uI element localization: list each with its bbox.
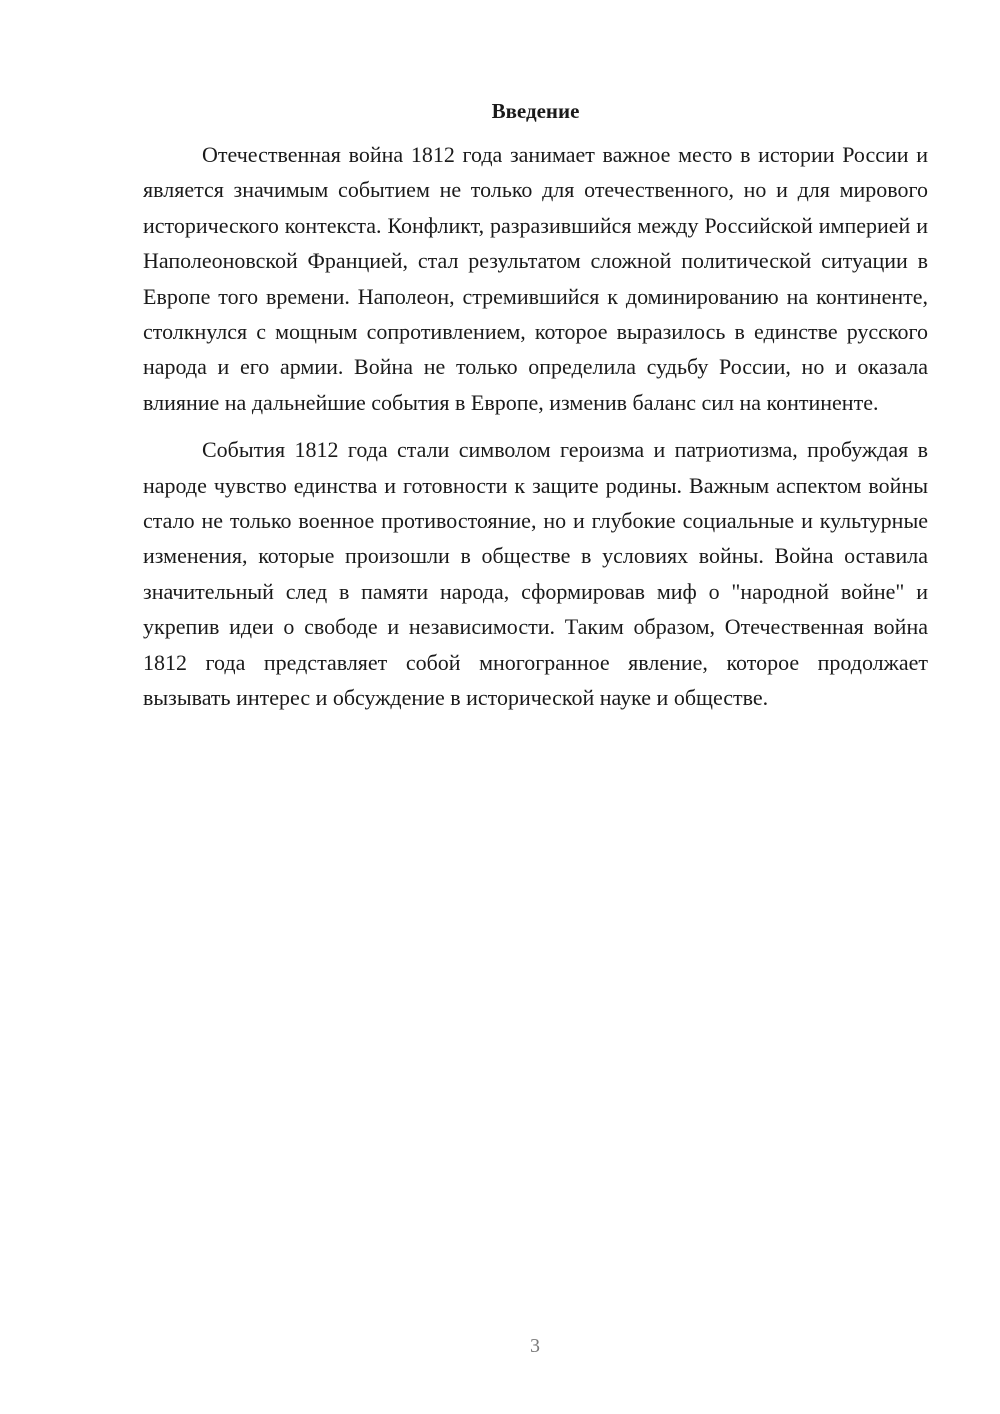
paragraph-2: События 1812 года стали символом героизма и патриотизма, пробуждая в народе чувство единства и готовности к защите родины. Важным аспектом войны стало не только военное противостояние, но и глубокие социальные и культурные изменения, которые произошли в обществе в условиях войны. Война оставила значительный след в памяти народа, сформировав миф о "народной войне" и укрепив идеи о свободе и независимости. Таким образом, Отечественная война 1812 года представляет собой многогранное явление, которое продолжает вызывать интерес и обсуждение в исторической науке и обществе. — [143, 437, 928, 711]
section-heading: Введение — [491, 99, 580, 123]
paragraph-1: Отечественная война 1812 года занимает важное место в истории России и является значимым событием не только для отечественного, но и для мирового исторического контекста. Конфликт, разразившийся между Российской империей и Наполеоновской Францией, стал результатом сложной политической ситуации в Европе того времени. Наполеон, стремившийся к доминированию на континенте, столкнулся с мощным сопротивлением, которое выразилось в единстве русского народа и его армии. Война не только определила судьбу России, но и оказала влияние на дальнейшие события в Европе, изменив баланс сил на континенте. — [143, 142, 928, 415]
page-number: 3 — [530, 1335, 540, 1357]
page-content — [143, 97, 928, 716]
